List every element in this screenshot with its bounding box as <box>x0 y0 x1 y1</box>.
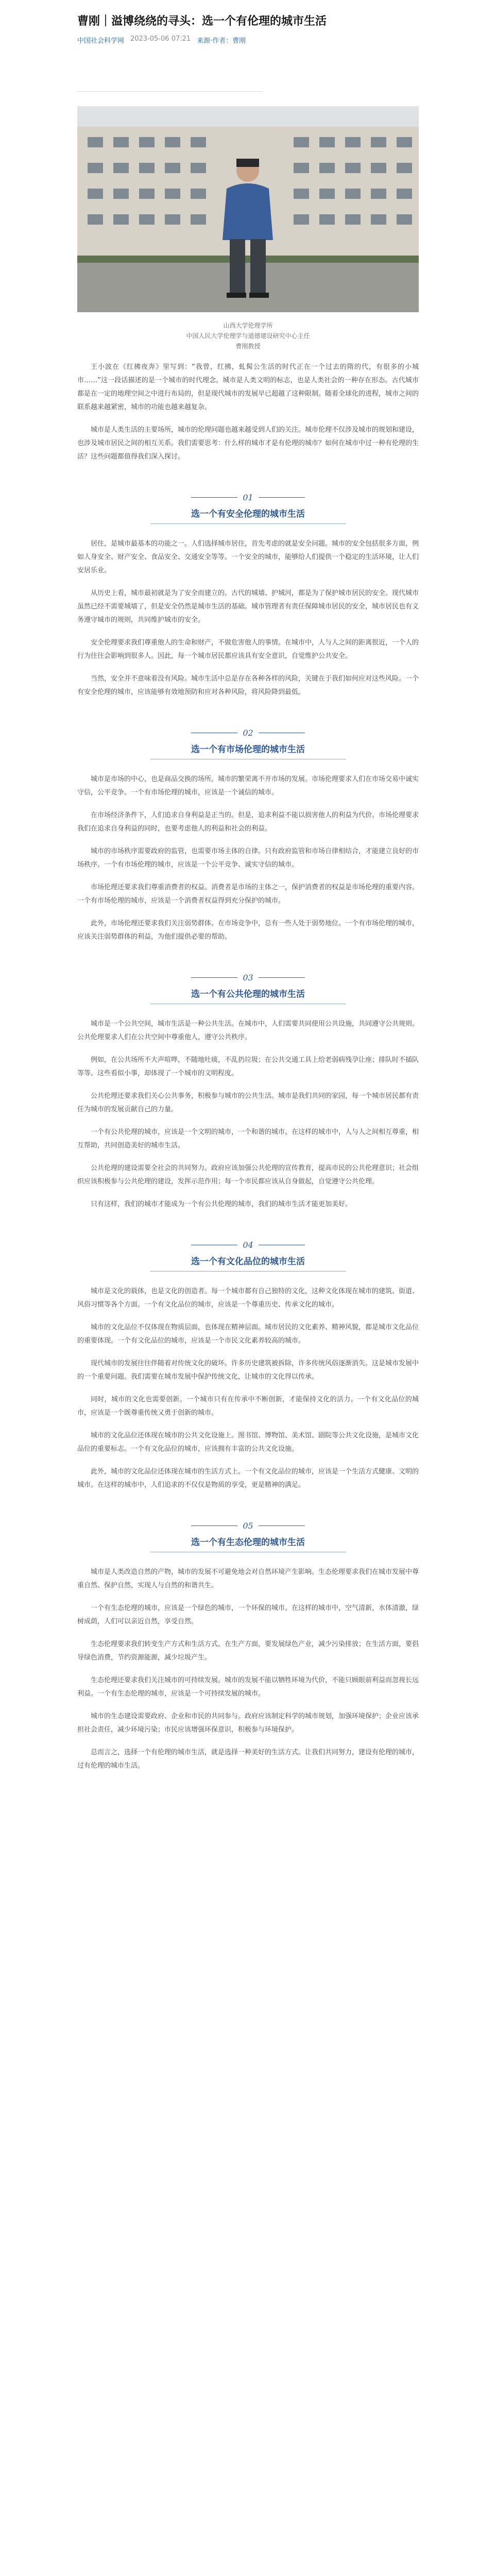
divider <box>77 91 263 92</box>
article-source[interactable]: 中国社会科学网 <box>77 37 125 45</box>
section-paragraph: 城市是文化的载体，也是文化的创造者。每一个城市都有自己独特的文化，这种文化体现在城市的建筑、街道、风俗习惯等各个方面。一个有文化品位的城市，应该是一个尊重历史、传承文化的城市。 <box>77 1287 419 1309</box>
section-paragraph: 同时，城市的文化也需要创新。一个城市只有在传承中不断创新，才能保持文化的活力。一个有文化品位的城市，应该是一个既尊重传统又勇于创新的城市。 <box>77 1396 419 1417</box>
section-heading <box>150 728 346 759</box>
article-title: 曹刚｜溢博绕绕的寻头：选一个有伦理的城市生活 <box>77 15 327 28</box>
section-paragraph: 市场伦理还要求我们尊重消费者的权益。消费者是市场的主体之一，保护消费者的权益是市场伦理的重要内容。一个有市场伦理的城市，应该是一个消费者权益得到充分保护的城市。 <box>77 884 419 905</box>
section-paragraph: 一个有生态伦理的城市，应该是一个绿色的城市，一个环保的城市。在这样的城市中，空气清新，水体清澈，绿树成荫，人们可以亲近自然，享受自然。 <box>77 1604 419 1625</box>
section-paragraph: 公共伦理还要求我们关心公共事务，积极参与城市的公共生活。城市是我们共同的家园，每一个城市居民都有责任为城市的发展贡献自己的力量。 <box>77 1092 419 1113</box>
section-title: 选一个有公共伦理的城市生活 <box>150 987 346 1004</box>
section-heading <box>150 1240 346 1272</box>
section-paragraph: 城市是人类改造自然的产物，城市的发展不可避免地会对自然环境产生影响。生态伦理要求我们在城市发展中尊重自然、保护自然，实现人与自然的和谐共生。 <box>77 1568 419 1589</box>
section-paragraph: 城市是一个公共空间，城市生活是一种公共生活。在城市中，人们需要共同使用公共设施，共同遵守公共规则。公共伦理要求人们在公共空间中尊重他人，遵守公共秩序。 <box>77 1020 419 1041</box>
section-paragraph: 生态伦理还要求我们关注城市的可持续发展。城市的发展不能以牺牲环境为代价，不能只顾眼前利益而忽视长远利益。一个有生态伦理的城市，应该是一个可持续发展的城市。 <box>77 1676 419 1698</box>
article-date: 2023-05-06 07:21 <box>130 35 191 43</box>
section-title: 选一个有市场伦理的城市生活 <box>150 742 346 759</box>
section-paragraph: 城市的市场秩序需要政府的监管，也需要市场主体的自律。只有政府监管和市场自律相结合，才能建立良好的市场秩序。一个有市场伦理的城市，应该是一个公平竞争、诚实守信的城市。 <box>77 848 419 869</box>
section-number: 02 <box>243 728 253 738</box>
section-paragraph: 城市的文化品位还体现在城市的公共文化设施上。图书馆、博物馆、美术馆、剧院等公共文化设施，是城市文化品位的重要标志。一个有文化品位的城市，应该拥有丰富的公共文化设施。 <box>77 1432 419 1453</box>
section-paragraph: 当然，安全并不意味着没有风险。城市生活中总是存在各种各样的风险，关键在于我们如何应对这些风险。一个有安全伦理的城市，应该能够有效地预防和应对各种风险，将风险降到最低。 <box>77 675 419 696</box>
section-paragraph: 从历史上看，城市最初就是为了安全而建立的。古代的城墙、护城河，都是为了保护城市居民的安全。现代城市虽然已经不需要城墙了，但是安全仍然是城市生活的基础。城市管理者有责任保障城市居民的安全，城市居民也有义务遵守城市的规则，共同维护城市的安全。 <box>77 589 419 624</box>
section-number: 05 <box>243 1521 253 1531</box>
section-title: 选一个有生态伦理的城市生活 <box>150 1535 346 1552</box>
section-heading <box>150 1521 346 1552</box>
article-author: 来源·作者：曹刚 <box>197 37 246 45</box>
photo-caption <box>77 320 419 351</box>
section-paragraph: 总而言之，选择一个有伦理的城市生活，就是选择一种美好的生活方式。让我们共同努力，建设有伦理的城市，过有伦理的城市生活。 <box>77 1749 419 1770</box>
section-paragraph: 此外，城市的文化品位还体现在城市的生活方式上。一个有文化品位的城市，应该是一个生活方式健康、文明的城市。在这样的城市中，人们追求的不仅仅是物质的享受，更是精神的满足。 <box>77 1468 419 1489</box>
section-heading <box>150 493 346 524</box>
article-content <box>77 0 419 1773</box>
caption-line: 中国人民大学伦理学与道德建设研究中心主任 <box>186 332 310 340</box>
section-paragraph: 在市场经济条件下，人们追求自身利益是正当的。但是，追求利益不能以损害他人的利益为代价。市场伦理要求我们在追求自身利益的同时，也要考虑他人的利益和社会的利益。 <box>77 811 419 833</box>
portrait-photo <box>77 106 419 312</box>
section-paragraph: 城市是市场的中心，也是商品交换的场所。城市的繁荣离不开市场的发展。市场伦理要求人们在市场交易中诚实守信，公平竞争。一个有市场伦理的城市，应该是一个诚信的城市。 <box>77 775 419 796</box>
section-number: 01 <box>243 493 253 502</box>
section-title: 选一个有安全伦理的城市生活 <box>150 506 346 524</box>
section-paragraph: 城市的文化品位不仅体现在物质层面，也体现在精神层面。城市居民的文化素养、精神风貌，都是城市文化品位的重要体现。一个有文化品位的城市，应该是一个市民文化素养较高的城市。 <box>77 1324 419 1345</box>
section-heading <box>150 973 346 1004</box>
section-paragraph: 居住，是城市最基本的功能之一。人们选择城市居住，首先考虑的就是安全问题。城市的安全包括很多方面，例如人身安全、财产安全、食品安全、交通安全等等。一个安全的城市，能够给人们提供一个稳定的生活环境，让人们安居乐业。 <box>77 540 419 574</box>
article-meta <box>77 35 419 45</box>
section-paragraph: 城市的生态建设需要政府、企业和市民的共同参与。政府应该制定科学的城市规划，加强环境保护；企业应该承担社会责任，减少环境污染；市民应该增强环保意识，积极参与环境保护。 <box>77 1713 419 1734</box>
section-paragraph: 只有这样，我们的城市才能成为一个有公共伦理的城市，我们的城市生活才能更加美好。 <box>91 1200 352 1208</box>
section-paragraph: 例如，在公共场所不大声喧哗，不随地吐痰，不乱扔垃圾；在公共交通工具上给老弱病残孕让座；排队时不插队等等。这些看似小事，却体现了一个城市的文明程度。 <box>77 1056 419 1077</box>
intro-paragraph: 城市是人类生活的主要场所，城市的伦理问题也越来越受到人们的关注。城市伦理不仅涉及城市的规划和建设，也涉及城市居民之间的相互关系。我们需要思考：什么样的城市才是有伦理的城市？如何在城市中过一种有伦理的生活？这些问题都值得我们深入探讨。 <box>77 426 419 461</box>
caption-line: 山西大学伦理学所 <box>223 322 273 329</box>
section-paragraph: 安全伦理要求我们尊重他人的生命和财产，不做危害他人的事情。在城市中，人与人之间的距离很近，一个人的行为往往会影响到很多人。因此，每一个城市居民都应该具有安全意识，自觉维护公共安全。 <box>77 639 419 660</box>
intro-paragraph: 王小波在《红拂夜奔》里写到：“我曾，红拂，虬髯公生活的时代正在一个过去的隋的代，有很多的小城市……”这一段话描述的是一个城市的时代理念。城市是人类文明的标志，也是人类社会的一种存在形态。古代城市都是在一定的地理空间之中进行布局的，但是现代城市的发展早已超越了这种限制。随着全球化的进程，城市之间的联系越来越紧密，城市的功能也越来越复杂。 <box>77 363 419 411</box>
section-number: 04 <box>243 1240 253 1250</box>
section-paragraph: 公共伦理的建设需要全社会的共同努力。政府应该加强公共伦理的宣传教育，提高市民的公共伦理意识；社会组织应该积极参与公共伦理的建设，发挥示范作用；每一个市民都应该从自身做起，自觉遵守公共伦理。 <box>77 1164 419 1185</box>
section-number: 03 <box>243 973 253 982</box>
section-paragraph: 生态伦理要求我们转变生产方式和生活方式。在生产方面，要发展绿色产业，减少污染排放；在生活方面，要倡导绿色消费，节约资源能源，减少垃圾产生。 <box>77 1640 419 1662</box>
section-title: 选一个有文化品位的城市生活 <box>150 1254 346 1272</box>
section-paragraph: 一个有公共伦理的城市，应该是一个文明的城市，一个和谐的城市。在这样的城市中，人与人之间相互尊重，相互帮助，共同创造美好的城市生活。 <box>77 1128 419 1149</box>
section-paragraph: 现代城市的发展往往伴随着对传统文化的破坏。许多历史建筑被拆除，许多传统风俗逐渐消失。这是城市发展中的一个重要问题。我们需要在城市发展中保护传统文化，让城市的文化得以传承。 <box>77 1360 419 1381</box>
section-paragraph: 此外，市场伦理还要求我们关注弱势群体。在市场竞争中，总有一些人处于弱势地位。一个有市场伦理的城市，应该关注弱势群体的利益，为他们提供必要的帮助。 <box>77 920 419 941</box>
caption-line: 曹刚教授 <box>235 343 261 350</box>
